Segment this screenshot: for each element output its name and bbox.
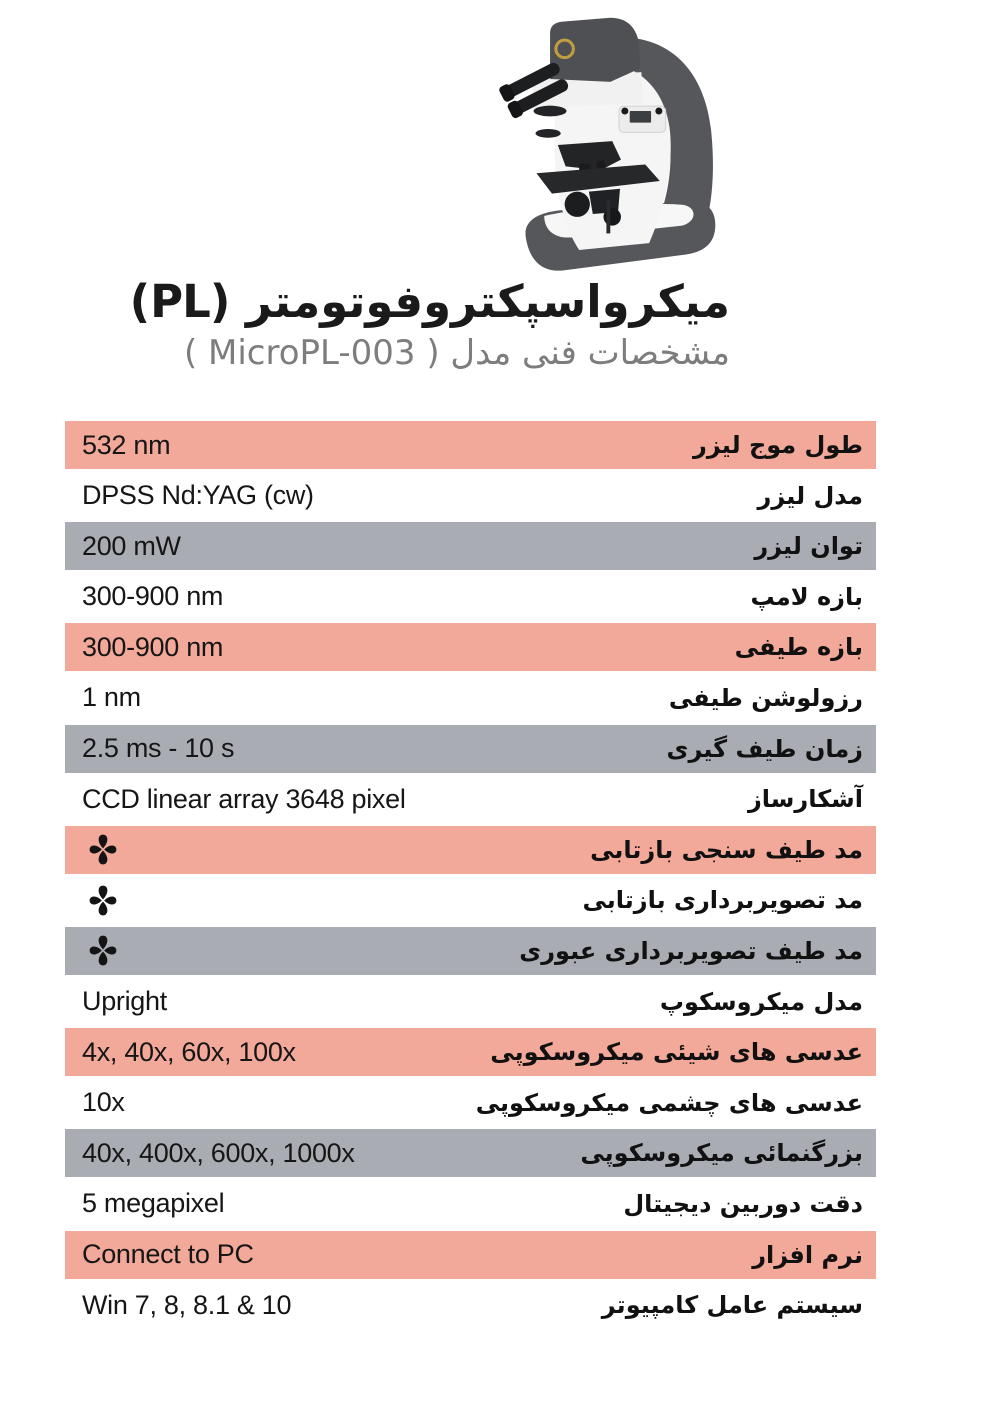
four-petal-asterisk-icon	[88, 932, 118, 969]
spec-row	[65, 1231, 876, 1279]
spec-row	[65, 421, 876, 469]
spec-label: عدسی های چشمی میکروسکوپی	[475, 1088, 863, 1117]
spec-label: رزولوشن طیفی	[668, 683, 863, 712]
spec-row	[65, 522, 876, 570]
spec-value: CCD linear array 3648 pixel	[82, 783, 406, 814]
spec-row	[65, 674, 876, 722]
spec-value: 200 mW	[82, 530, 181, 561]
spec-value: 300-900 nm	[82, 581, 224, 612]
spec-row	[65, 573, 876, 621]
spec-row	[65, 725, 876, 773]
spec-value	[65, 831, 118, 868]
spec-label: طول موج لیزر	[693, 431, 863, 459]
spec-label: دقت دوربین دیجیتال	[623, 1189, 863, 1218]
spec-row	[65, 623, 876, 671]
spec-value: Upright	[82, 986, 167, 1017]
spec-value: DPSS Nd:YAG (cw)	[82, 480, 314, 511]
spec-label: توان لیزر	[754, 532, 863, 561]
spec-value: 532 nm	[82, 429, 171, 460]
spec-label: زمان طیف گیری	[666, 734, 863, 763]
spec-label: نرم افزار	[752, 1240, 863, 1269]
spec-value: 2.5 ms - 10 s	[82, 733, 235, 764]
spec-label: بازه لامپ	[750, 582, 863, 611]
microscope-illustration	[462, 10, 778, 282]
spec-table	[65, 421, 876, 1332]
four-petal-asterisk-icon	[88, 882, 118, 919]
spec-value: 10x	[82, 1087, 125, 1118]
page-title: میکرواسپکتروفوتومتر (PL)	[129, 275, 730, 328]
spec-label: عدسی های شیئی میکروسکوپی	[490, 1038, 863, 1067]
spec-label: مد تصویربرداری بازتابی	[582, 886, 863, 915]
spec-value: 5 megapixel	[82, 1188, 225, 1219]
spec-row	[65, 1180, 876, 1228]
spec-value: 1 nm	[82, 682, 141, 713]
spec-value	[65, 932, 118, 969]
spec-row	[65, 978, 876, 1026]
spec-row	[65, 1079, 876, 1127]
spec-value: Win 7, 8, 8.1 & 10	[82, 1289, 292, 1320]
page-subtitle: مشخصات فنی مدل ( MicroPL-003 )	[183, 332, 730, 373]
spec-row	[65, 876, 876, 924]
spec-row	[65, 927, 876, 975]
spec-value	[65, 882, 118, 919]
spec-value: 4x, 40x, 60x, 100x	[82, 1036, 296, 1067]
spec-label: آشکارساز	[747, 785, 863, 814]
spec-value: Connect to PC	[82, 1239, 254, 1269]
spec-label: بزرگنمائی میکروسکوپی	[580, 1139, 863, 1168]
spec-value: 300-900 nm	[82, 631, 224, 662]
spec-row	[65, 1028, 876, 1076]
title-block	[130, 276, 730, 373]
four-petal-asterisk-icon	[88, 831, 118, 868]
spec-row	[65, 1281, 876, 1329]
spec-label: بازه طیفی	[734, 633, 863, 662]
spec-label: مد طیف سنجی بازتابی	[590, 835, 863, 864]
spec-label: مدل لیزر	[757, 481, 863, 510]
spec-label: مدل میکروسکوپ	[659, 987, 863, 1016]
spec-label: مد طیف تصویربرداری عبوری	[519, 936, 863, 965]
spec-row	[65, 775, 876, 823]
spec-label: سیستم عامل کامپیوتر	[601, 1291, 863, 1320]
spec-row	[65, 1129, 876, 1177]
spec-row	[65, 472, 876, 520]
spec-row	[65, 826, 876, 874]
spec-value: 40x, 400x, 600x, 1000x	[82, 1137, 355, 1168]
